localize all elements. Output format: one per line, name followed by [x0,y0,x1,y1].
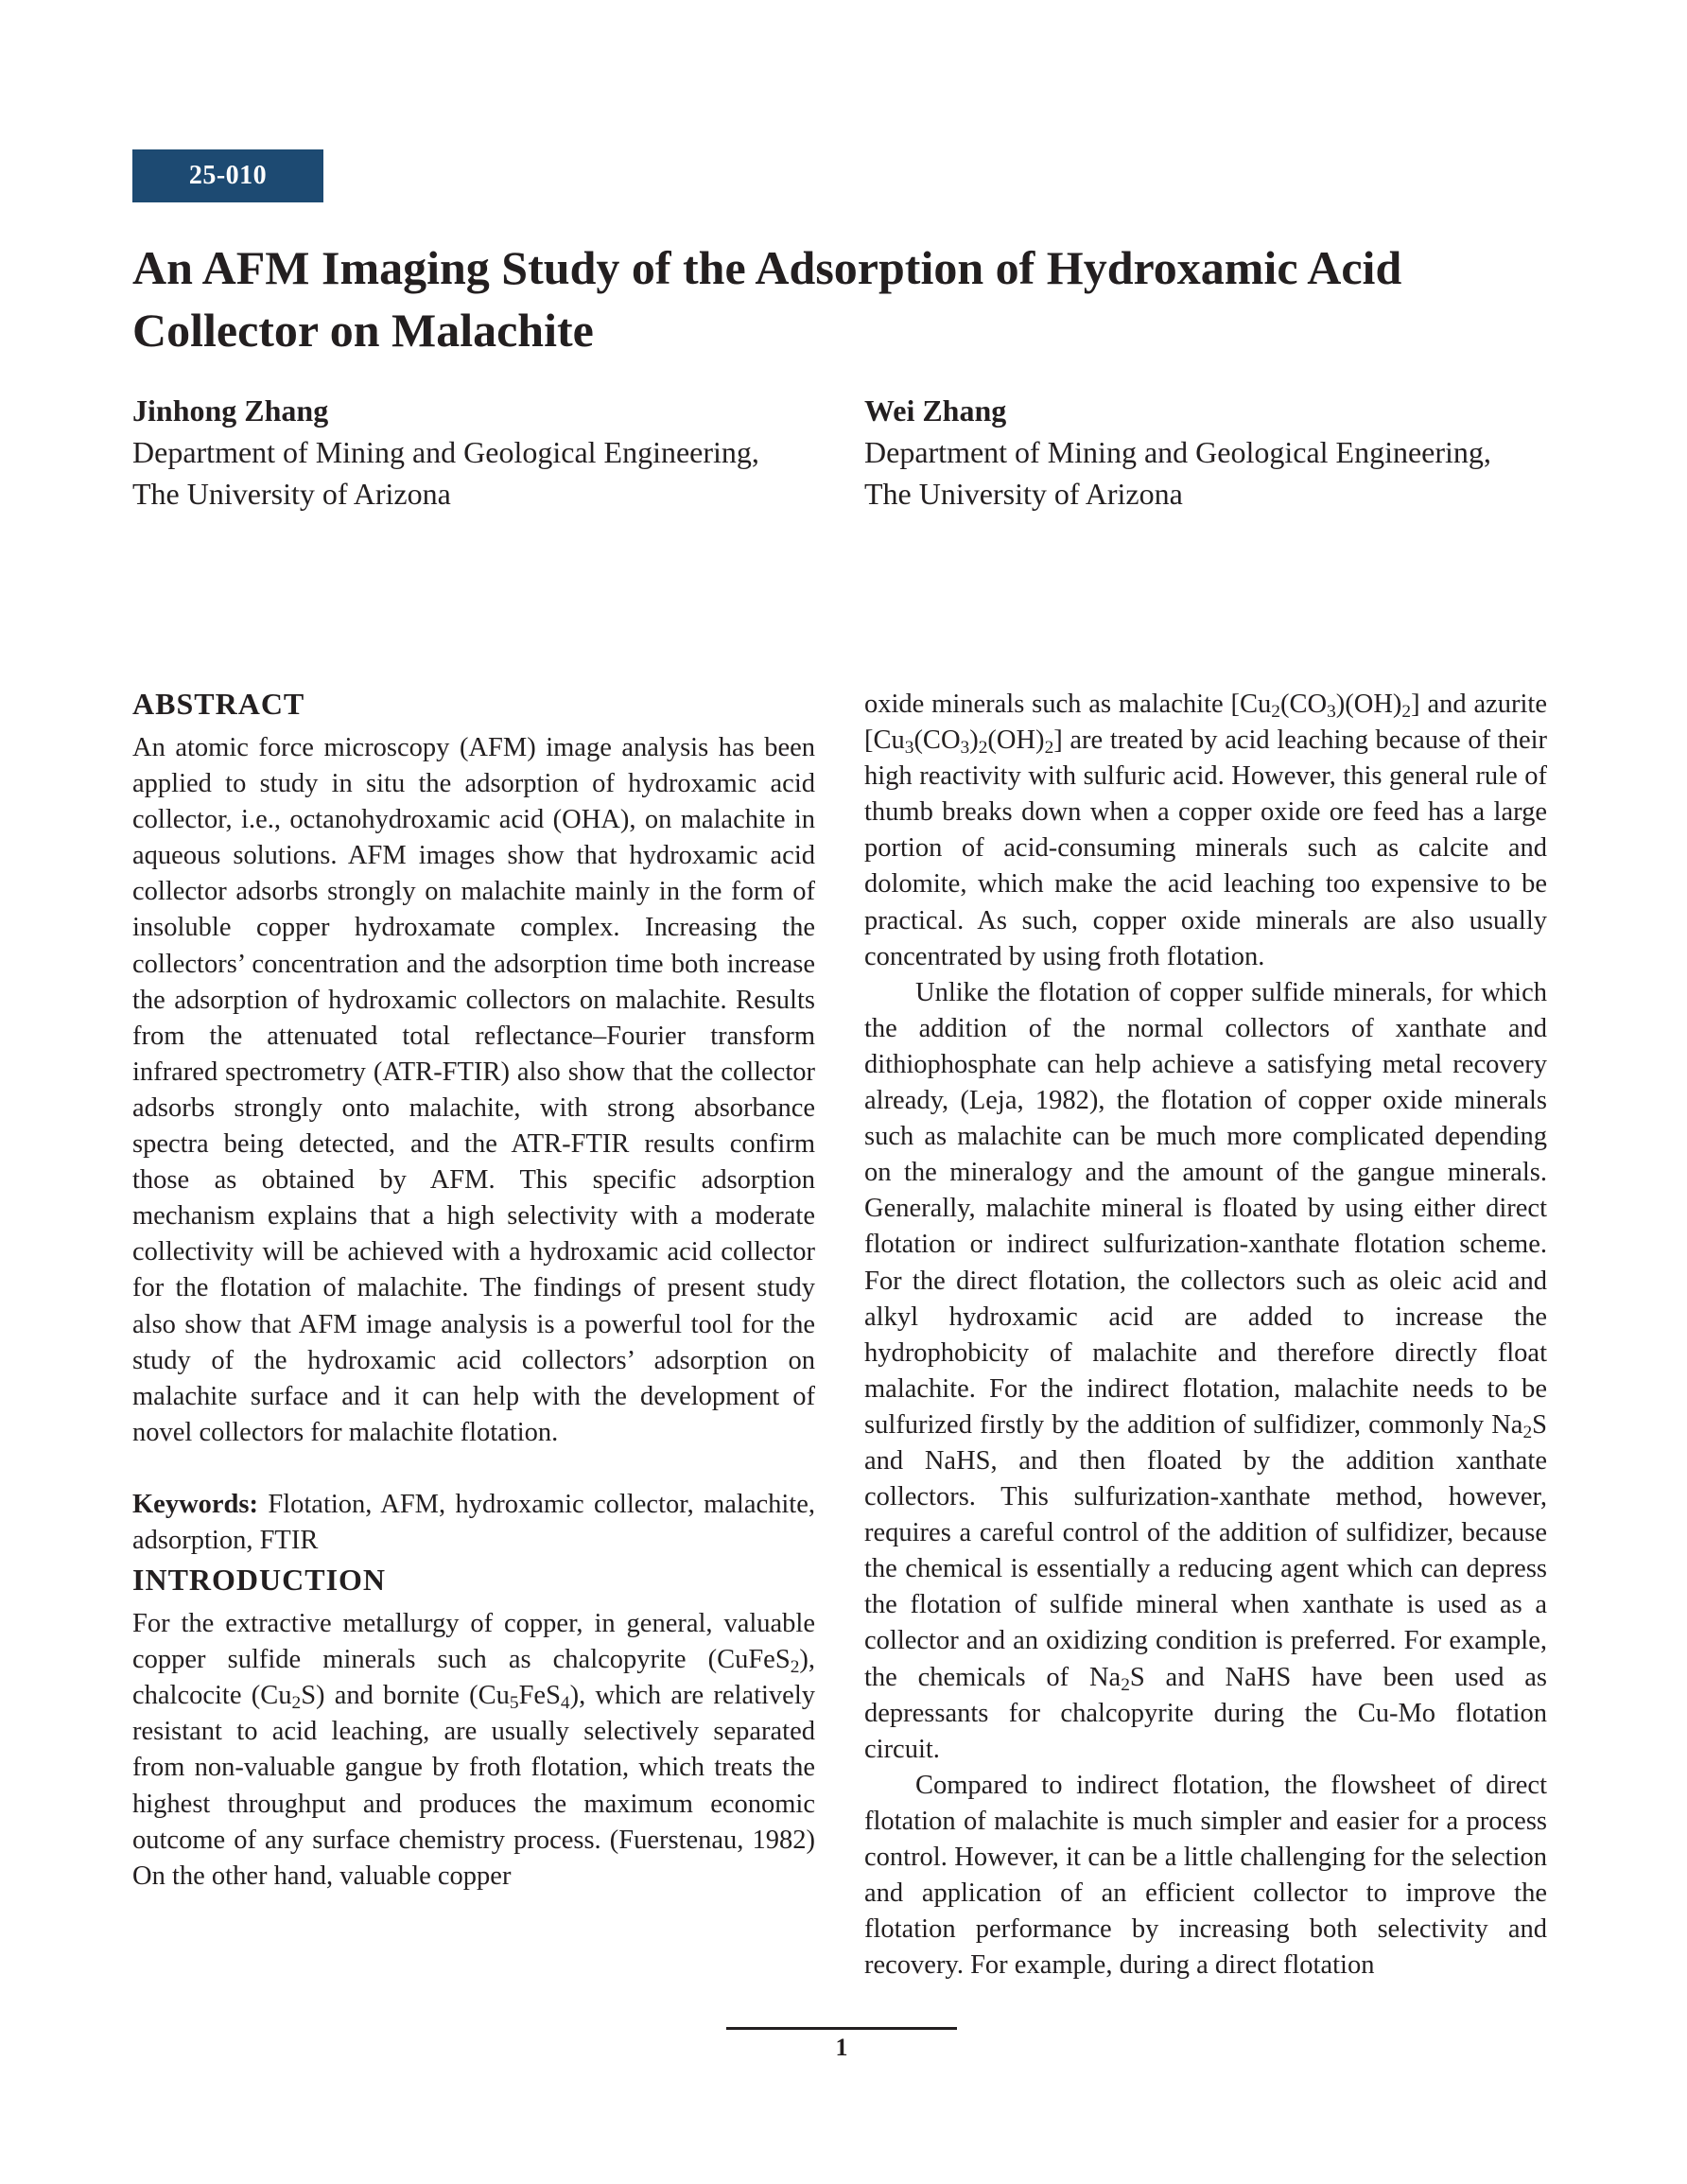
keywords-label: Keywords: [132,1489,258,1519]
body-paragraph: Unlike the flotation of copper sulfide minerals, for which the addition of the normal collectors of xanthate and dithiophosphate can help achieve a satisfying metal recovery already, (Leja, 1982), the flotation of copper oxide minerals such as malachite can be much more complicated depending on the mineralogy and the amount of the gangue minerals. Generally, malachite mineral is floated by using either direct flotation or indirect sulfurization-xanthate flotation scheme. For the direct flotation, the collectors such as oleic acid and alkyl hydroxamic acid are added to increase the hydrophobicity of malachite and therefore directly float malachite. For the indirect flotation, malachite needs to be sulfurized firstly by the addition of sulfidizer, commonly $Na_2S$ and NaHS, and then floated by the addition xanthate collectors. This sulfurization-xanthate method, however, requires a careful control of the addition of sulfidizer, because the chemical is essentially a reducing agent which can depress the flotation of sulfide mineral when xanthate is used as a collector and an oxidizing condition is preferred. For example, the chemicals of $Na_2S$ and NaHS have been used as depressants for chalcopyrite during the Cu-Mo flotation circuit. [864,977,1548,1764]
author-affiliation-line: The University of Arizona [864,477,1183,511]
author-name: Jinhong Zhang [132,393,329,428]
keywords [132,1487,815,1559]
author-block-1 [132,390,813,515]
right-column [864,687,1547,1983]
paper-title: An AFM Imaging Study of the Adsorption of Hydroxamic Acid Collector on Malachite [132,241,1402,357]
left-column [132,683,815,1895]
author-name: Wei Zhang [864,393,1007,428]
abstract-heading: ABSTRACT [132,687,305,721]
author-block-2 [864,390,1545,515]
author-affiliation-line: Department of Mining and Geological Engineering, [864,435,1491,469]
introduction-heading: INTRODUCTION [132,1563,387,1598]
author-affiliation-line: The University of Arizona [132,477,451,511]
footer-rule [726,2027,957,2030]
page-number: 1 [835,2034,848,2061]
author-affiliation-line: Department of Mining and Geological Engineering, [132,435,759,469]
paper-id-badge: 25-010 [132,149,323,202]
body-paragraph: oxide minerals such as malachite $[Cu_2(CO_3)(OH)_2]$ and azurite $[Cu_3(CO_3)_2(OH)_2]$ are treated by acid leaching because of their high reactivity with sulfuric acid. However, this general rule of thumb breaks down when a copper oxide ore feed has a large portion of acid-consuming minerals such as calcite and dolomite, which make the acid leaching too expensive to be practical. As such, copper oxide minerals are also usually concentrated by using froth flotation. [864,690,1547,971]
abstract-text: An atomic force microscopy (AFM) image analysis has been applied to study in situ the adsorption of hydroxamic acid collector, i.e., octanohydroxamic acid (OHA), on malachite in aqueous solutions. AFM images show that hydroxamic acid collector adsorbs strongly on malachite mainly in the form of insoluble copper hydroxamate complex. Increasing the collectors’ concentration and the adsorption time both increase the adsorption of hydroxamic collectors on malachite. Results from the attenuated total reflectance–Fourier transform infrared spectrometry (ATR-FTIR) also show that the collector adsorbs strongly onto malachite, with strong absorbance spectra being detected, and the ATR-FTIR results confirm those as obtained by AFM. This specific adsorption mechanism explains that a high selectivity with a moderate collectivity will be achieved with a hydroxamic acid collector for the flotation of malachite. The findings of present study also show that AFM image analysis is a powerful tool for the study of the hydroxamic acid collectors’ adsorption on malachite surface and it can help with the development of novel collectors for malachite flotation. [132,733,815,1447]
intro-paragraph: For the extractive metallurgy of copper, in general, valuable copper sulfide minerals such as chalcopyrite (CuFeS$_2$), chalcocite $(Cu_2S)$ and bornite $(Cu_5FeS_4)$, which are relatively resistant to acid leaching, are usually selectively separated from non-valuable gangue by froth flotation, which treats the highest throughput and produces the maximum economic outcome of any surface chemistry process. (Fuerstenau, 1982) On the other hand, valuable copper [132,1609,815,1891]
body-paragraph: Compared to indirect flotation, the flowsheet of direct flotation of malachite is much simpler and easier for a process control. However, it can be a little challenging for the selection and application of an efficient collector to improve the flotation performance by increasing both selectivity and recovery. For example, during a direct flotation [864,1770,1547,1981]
keywords-text: Flotation, AFM, hydroxamic collector, malachite, adsorption, FTIR [132,1489,815,1555]
